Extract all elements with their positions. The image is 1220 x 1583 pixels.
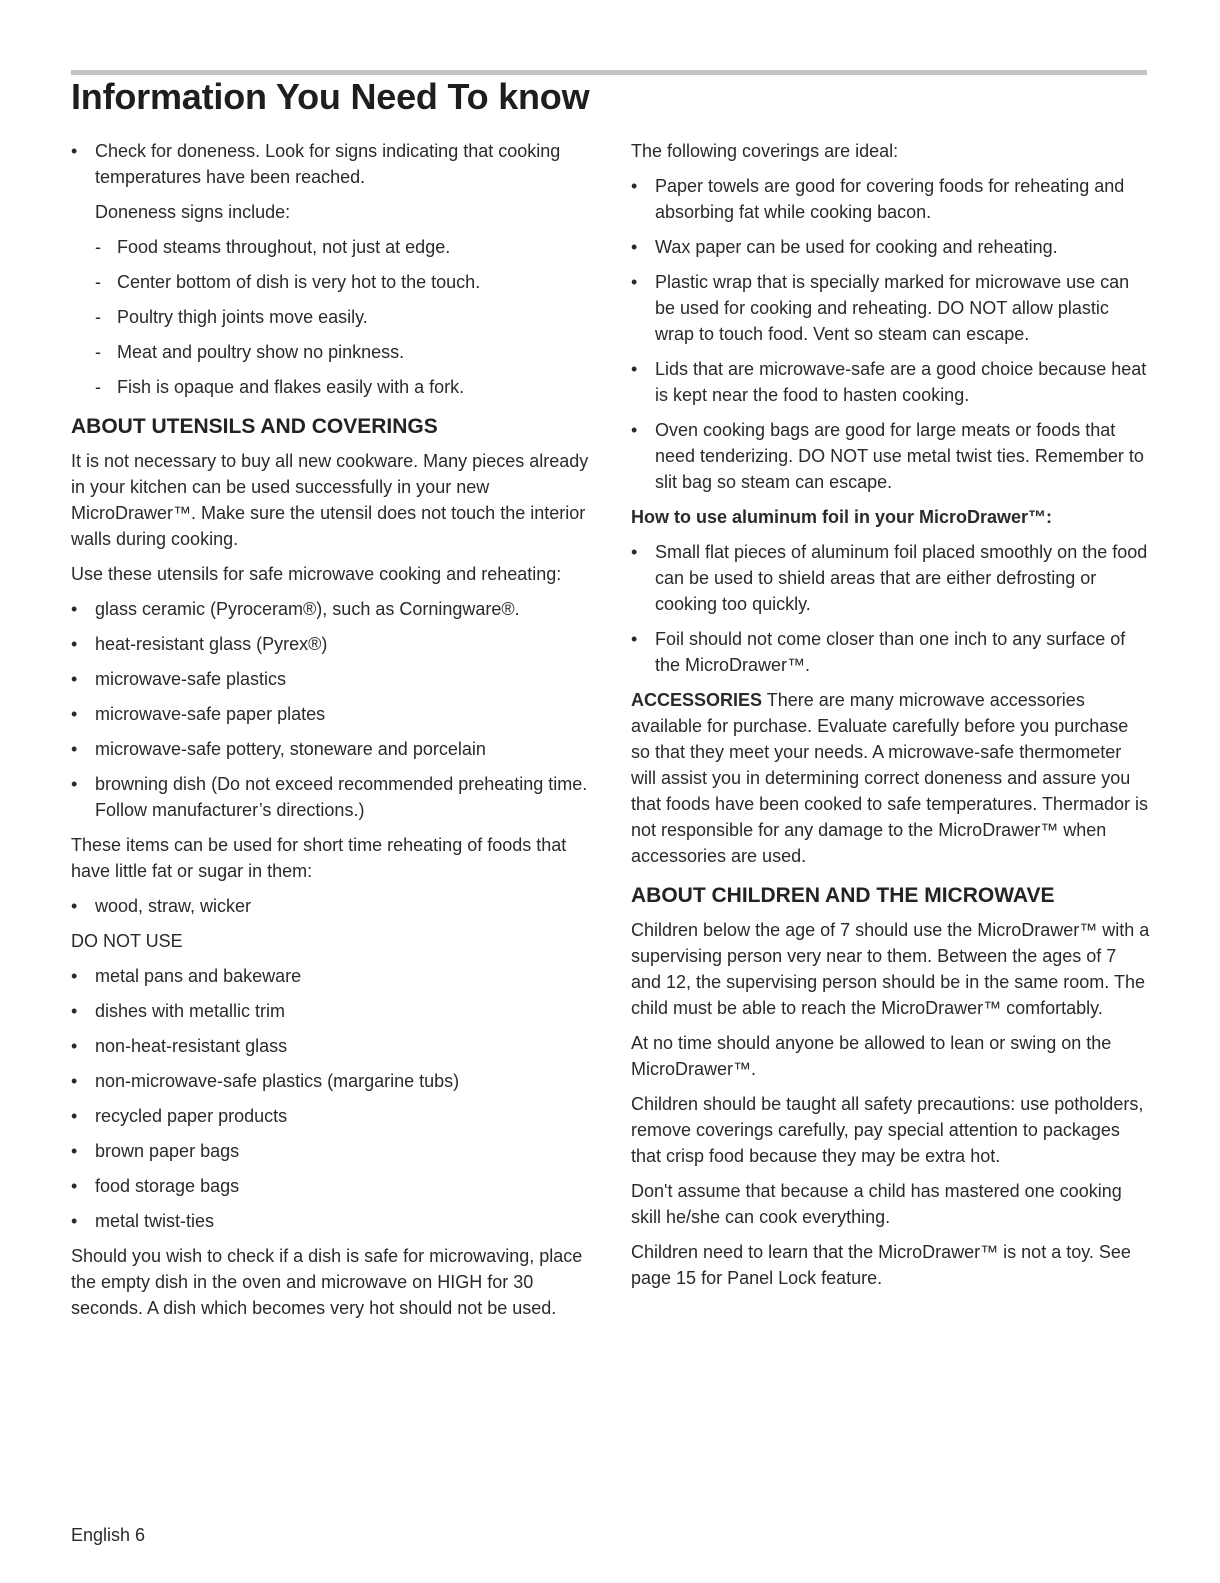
use-intro: Use these utensils for safe microwave cooking and reheating: <box>71 564 562 584</box>
header-rule <box>71 70 1147 75</box>
list-item: • browning dish (Do not exceed recommended preheating time. Follow manufacturer’s directions.) <box>71 771 599 823</box>
utensils-heading: ABOUT UTENSILS AND COVERINGS <box>71 415 438 438</box>
doneness-signs-list <box>71 234 599 400</box>
accessories-label: ACCESSORIES <box>631 690 763 710</box>
children-paragraph: Children need to learn that the MicroDrawer™ is not a toy. See page 15 for Panel Lock feature. <box>631 1242 1131 1288</box>
children-paragraph: Children below the age of 7 should use the MicroDrawer™ with a supervising person very near to them. Between the ages of 7 and 12, the supervising person should be in the same room. The child must be able to reach the MicroDrawer™ comfortably. <box>631 920 1150 1018</box>
list-item: - Food steams throughout, not just at edge. <box>71 234 599 260</box>
do-not-use-label: DO NOT USE <box>71 931 183 951</box>
check-dish-paragraph: Should you wish to check if a dish is safe for microwaving, place the empty dish in the oven and microwave on HIGH for 30 seconds. A dish which becomes very hot should not be used. <box>71 1246 583 1318</box>
children-heading: ABOUT CHILDREN AND THE MICROWAVE <box>631 884 1055 907</box>
list-item: • Paper towels are good for covering foods for reheating and absorbing fat while cooking bacon. <box>631 173 1151 225</box>
list-item: • Oven cooking bags are good for large meats or foods that need tenderizing. DO NOT use metal twist ties. Remember to slit bag so steam can escape. <box>631 417 1151 495</box>
list-item: • dishes with metallic trim <box>71 998 599 1024</box>
list-item: • microwave-safe paper plates <box>71 701 599 727</box>
list-item: • Wax paper can be used for cooking and reheating. <box>631 234 1151 260</box>
list-item: • glass ceramic (Pyroceram®), such as Corningware®. <box>71 596 599 622</box>
children-paragraph: At no time should anyone be allowed to lean or swing on the MicroDrawer™. <box>631 1033 1112 1079</box>
foil-heading: How to use aluminum foil in your MicroDrawer™: <box>631 507 1053 527</box>
list-item: - Meat and poultry show no pinkness. <box>71 339 599 365</box>
utensils-intro: It is not necessary to buy all new cookware. Many pieces already in your kitchen can be used successfully in your new MicroDrawer™. Make sure the utensil does not touch the interior walls during cooking. <box>71 451 589 549</box>
accessories-text: There are many microwave accessories available for purchase. Evaluate carefully before you purchase so that they meet your needs. A microwave-safe thermometer will assist you in determining correct doneness and assure you that foods have been cooked to safe temperatures. Thermador is not responsible for any damage to the MicroDrawer™ when accessories are used. <box>631 690 1148 866</box>
children-paragraph: Don't assume that because a child has mastered one cooking skill he/she can cook everything. <box>631 1181 1122 1227</box>
list-item: • Foil should not come closer than one inch to any surface of the MicroDrawer™. <box>631 626 1151 678</box>
list-item: • microwave-safe plastics <box>71 666 599 692</box>
list-item: • wood, straw, wicker <box>71 893 599 919</box>
coverings-list <box>631 173 1151 495</box>
list-item: • microwave-safe pottery, stoneware and porcelain <box>71 736 599 762</box>
use-utensils-list <box>71 596 599 823</box>
list-item: • brown paper bags <box>71 1138 599 1164</box>
list-item: • Lids that are microwave-safe are a good choice because heat is kept near the food to hasten cooking. <box>631 356 1151 408</box>
left-column <box>71 138 599 1330</box>
short-reheat-intro: These items can be used for short time reheating of foods that have little fat or sugar in them: <box>71 835 567 881</box>
list-item: • metal pans and bakeware <box>71 963 599 989</box>
right-column <box>631 138 1151 1300</box>
list-item: • metal twist-ties <box>71 1208 599 1234</box>
list-item: • non-microwave-safe plastics (margarine tubs) <box>71 1068 599 1094</box>
list-item: • Plastic wrap that is specially marked for microwave use can be used for cooking and reheating. DO NOT allow plastic wrap to touch food. Vent so steam can escape. <box>631 269 1151 347</box>
list-item: - Poultry thigh joints move easily. <box>71 304 599 330</box>
do-not-use-list <box>71 963 599 1234</box>
accessories-paragraph <box>631 687 1151 869</box>
list-item: - Fish is opaque and flakes easily with a fork. <box>71 374 599 400</box>
list-item: • recycled paper products <box>71 1103 599 1129</box>
children-paragraph: Children should be taught all safety precautions: use potholders, remove coverings carefully, pay special attention to packages that crisp food because they may be extra hot. <box>631 1094 1144 1166</box>
foil-list <box>631 539 1151 678</box>
coverings-intro: The following coverings are ideal: <box>631 141 899 161</box>
list-item: • Small flat pieces of aluminum foil placed smoothly on the food can be used to shield areas that are either defrosting or cooking too quickly. <box>631 539 1151 617</box>
list-item: - Center bottom of dish is very hot to the touch. <box>71 269 599 295</box>
page-title: Information You Need To know <box>71 76 590 117</box>
list-item: • heat-resistant glass (Pyrex®) <box>71 631 599 657</box>
list-item: • non-heat-resistant glass <box>71 1033 599 1059</box>
short-reheat-list <box>71 893 599 919</box>
doneness-list <box>71 138 599 190</box>
doneness-intro: Doneness signs include: <box>95 202 291 222</box>
page-footer: English 6 <box>71 1525 146 1545</box>
list-item: • food storage bags <box>71 1173 599 1199</box>
doneness-bullet: • Check for doneness. Look for signs indicating that cooking temperatures have been reached. <box>71 138 599 190</box>
